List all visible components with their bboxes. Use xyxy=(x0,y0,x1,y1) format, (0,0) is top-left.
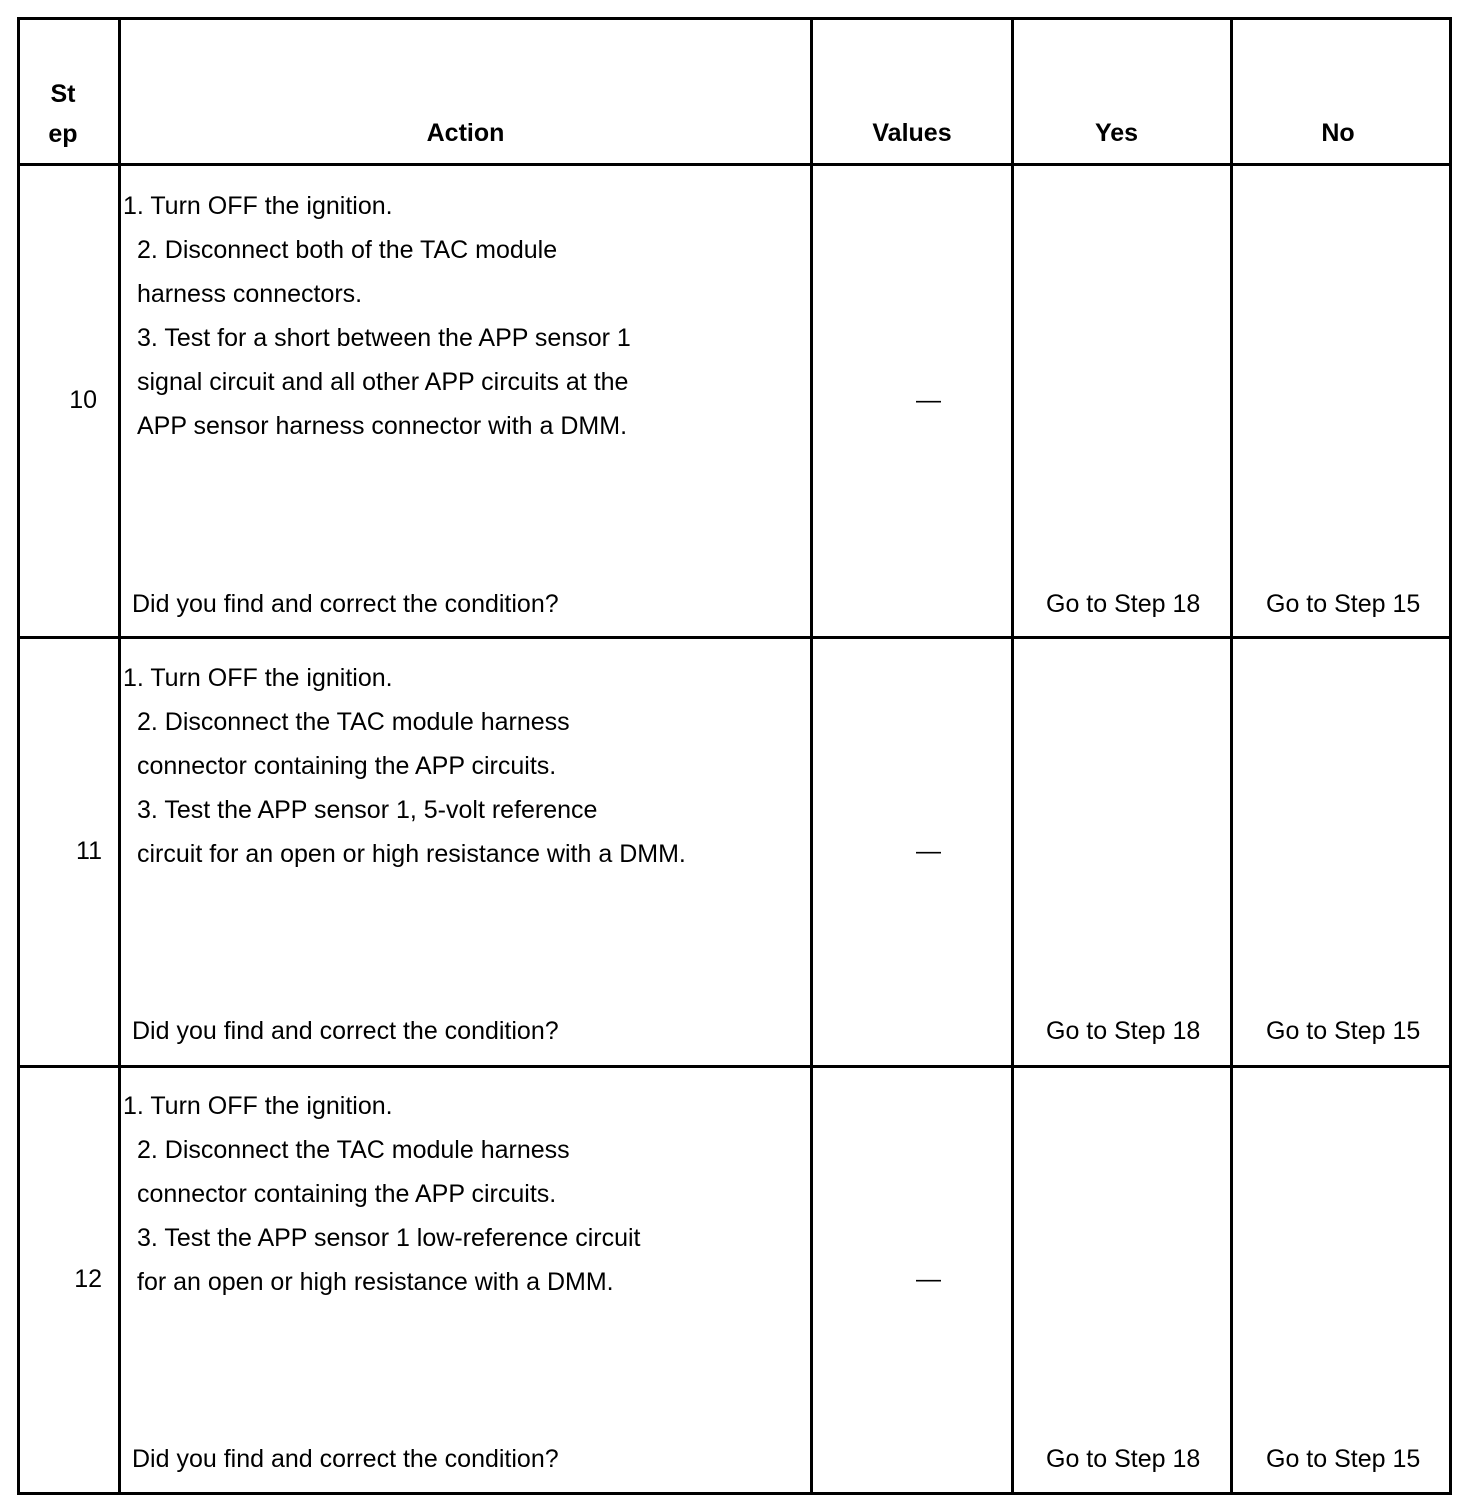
yes-result: Go to Step 18 xyxy=(1046,1017,1201,1045)
action-line: 1. Turn OFF the ignition. xyxy=(123,1092,393,1120)
question: Did you find and correct the condition? xyxy=(132,1445,559,1473)
question: Did you find and correct the condition? xyxy=(132,1017,559,1045)
header-step xyxy=(20,74,106,154)
action-line: connector containing the APP circuits. xyxy=(137,752,557,780)
no-result: Go to Step 15 xyxy=(1266,1017,1421,1045)
action-line: 3. Test the APP sensor 1, 5-volt reference xyxy=(137,796,598,824)
action-line: connector containing the APP circuits. xyxy=(137,1180,557,1208)
action-line: circuit for an open or high resistance with a DMM. xyxy=(137,840,686,868)
header-action: Action xyxy=(426,119,505,147)
action-line: 2. Disconnect the TAC module harness xyxy=(137,1136,570,1164)
header-yes: Yes xyxy=(1094,119,1139,147)
action-steps xyxy=(123,1084,641,1304)
yes-result: Go to Step 18 xyxy=(1046,590,1201,618)
action-line: for an open or high resistance with a DMM. xyxy=(137,1268,614,1296)
row-divider xyxy=(20,636,1449,639)
action-line: signal circuit and all other APP circuits at the xyxy=(137,368,629,396)
column-divider xyxy=(1011,20,1014,1492)
action-line: 2. Disconnect both of the TAC module xyxy=(137,236,558,264)
row-divider xyxy=(20,1065,1449,1068)
value-dash: — xyxy=(916,386,941,414)
action-line: 2. Disconnect the TAC module harness xyxy=(137,708,570,736)
column-divider xyxy=(1230,20,1233,1492)
no-result: Go to Step 15 xyxy=(1266,590,1421,618)
action-line: 3. Test the APP sensor 1 low-reference circuit xyxy=(137,1224,641,1252)
action-steps xyxy=(123,656,686,876)
action-line: 1. Turn OFF the ignition. xyxy=(123,664,393,692)
action-line: 3. Test for a short between the APP sensor 1 xyxy=(137,324,631,352)
value-dash: — xyxy=(916,837,941,865)
header-step-line1: St xyxy=(50,80,76,108)
action-line: harness connectors. xyxy=(137,280,363,308)
row-divider xyxy=(20,163,1449,166)
diagnostic-table xyxy=(17,17,1452,1495)
header-step-line2: ep xyxy=(48,120,78,148)
value-dash: — xyxy=(916,1265,941,1293)
action-steps xyxy=(123,184,631,448)
column-divider xyxy=(810,20,813,1492)
action-line: 1. Turn OFF the ignition. xyxy=(123,192,393,220)
column-divider xyxy=(118,20,121,1492)
no-result: Go to Step 15 xyxy=(1266,1445,1421,1473)
header-no: No xyxy=(1321,119,1355,147)
step-number: 10 xyxy=(69,386,97,414)
yes-result: Go to Step 18 xyxy=(1046,1445,1201,1473)
header-values: Values xyxy=(872,119,952,147)
question: Did you find and correct the condition? xyxy=(132,590,559,618)
step-number: 12 xyxy=(74,1265,102,1293)
step-number: 11 xyxy=(76,837,102,865)
action-line: APP sensor harness connector with a DMM. xyxy=(137,412,628,440)
